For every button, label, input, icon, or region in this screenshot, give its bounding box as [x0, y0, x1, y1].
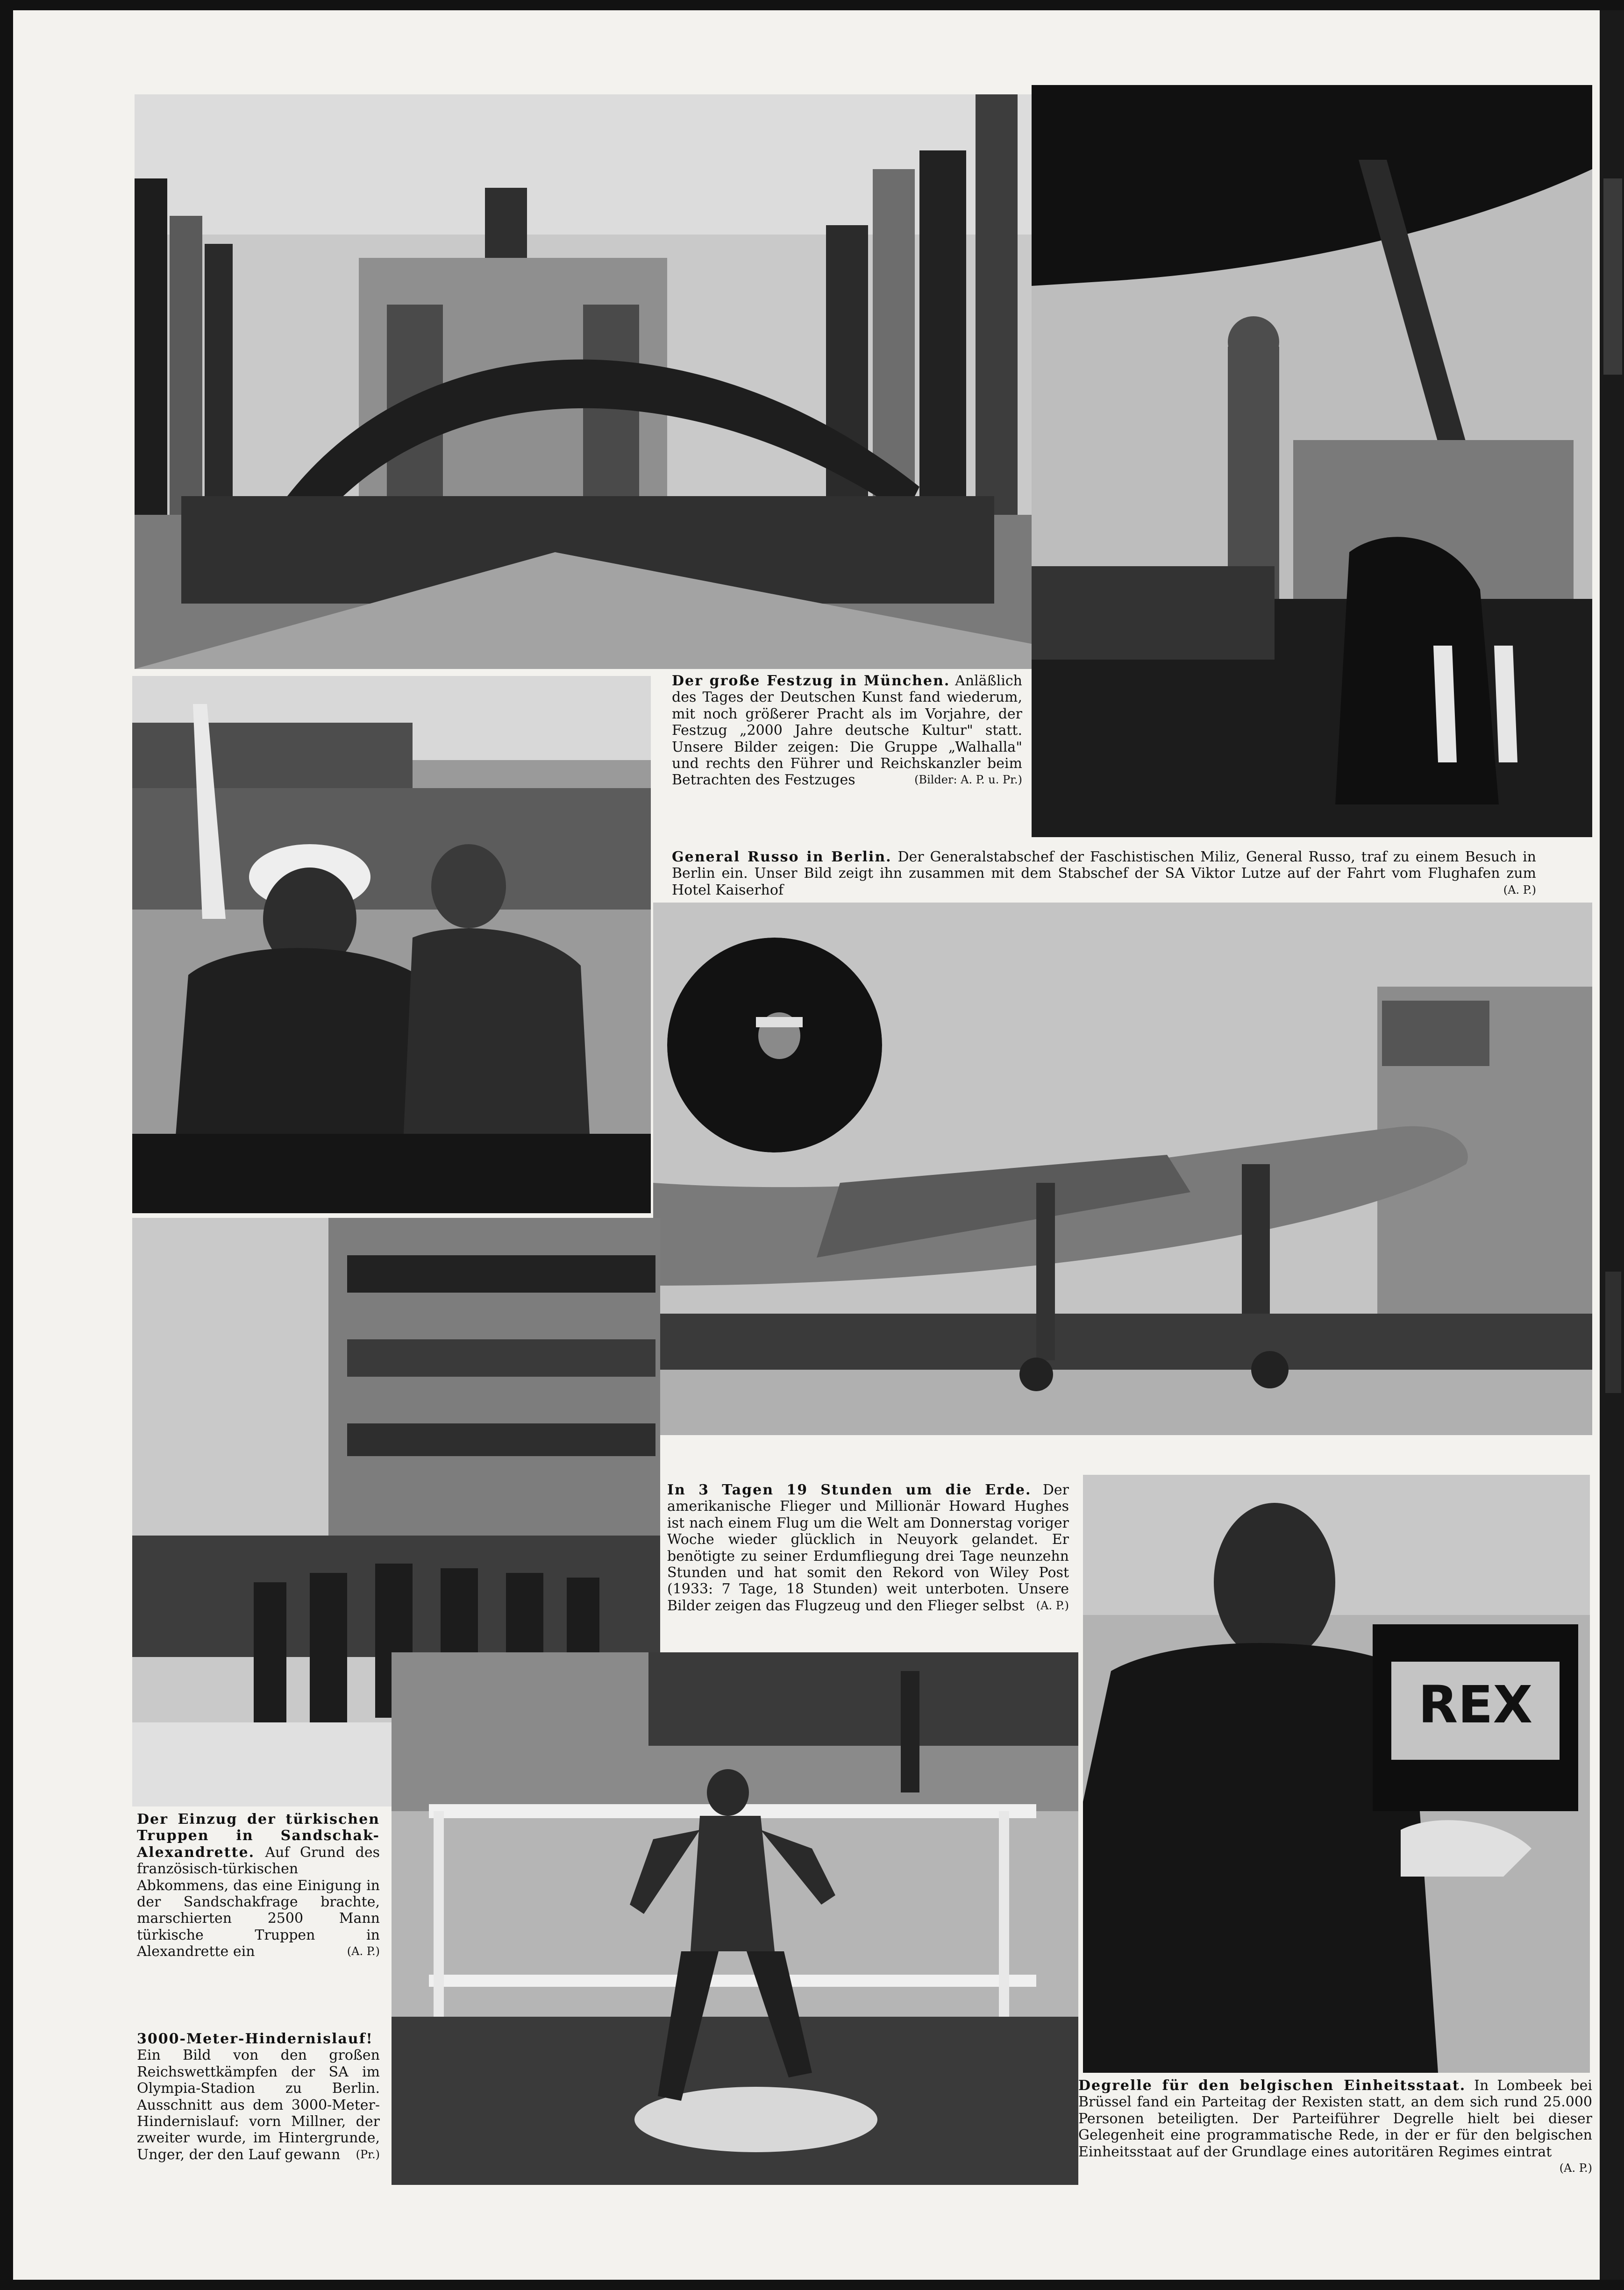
turkish-caption-body: Auf Grund des französisch-türkischen Abkommens, das eine Einigung in der Sandschakfrage brachte, marschierten 2500 Mann türkische Truppen in Alexandrette ein: [137, 1844, 380, 1960]
munich-caption-credit: (Bilder: A. P. u. Pr.): [914, 773, 1022, 787]
russo-caption-credit: (A. P.): [1503, 883, 1536, 896]
plane-inset-portrait: [667, 938, 882, 1152]
degrelle-caption-body: In Lombeek bei Brüssel fand ein Parteitag der Rexisten statt, an dem sich rund 25.000 Personen beteiligten. Der Parteiführer Degrelle hielt bei dieser Gelegenheit eine programmatische Rede, in der er für den belgischen Einheitsstaat auf der Grundlage eines autoritären Regimes eintrat: [1078, 2077, 1592, 2160]
hughes-caption: [667, 1482, 1069, 1614]
hughes-caption-body: Der amerikanische Flieger und Millionär Howard Hughes ist nach einem Flug um die Welt am Donnerstag voriger Woche wieder glücklich in Neuyork gelandet. Er benötigte zu seiner Erdumfliegung drei Tage neunzehn Stunden und hat somit den Rekord von Wiley Post (1933: 7 Tage, 18 Stunden) weit unterboten. Unsere Bilder zeigen das Flugzeug und den Flieger selbst: [667, 1482, 1069, 1614]
degrelle-caption-headline: Degrelle für den belgischen Einheitsstaat.: [1078, 2077, 1466, 2094]
hurdle-caption-headline: 3000-Meter-Hindernislauf!: [137, 2031, 373, 2047]
hughes-caption-headline: In 3 Tagen 19 Stunden um die Erde.: [667, 1482, 1032, 1498]
munich-caption-body: Anläßlich des Tages der Deutschen Kunst fand wiederum, mit noch größerer Pracht als im Vorjahre, der Festzug „2000 Jahre deutsche Kultur" statt. Unsere Bilder zeigen: Die Gruppe „Walhalla" und rechts den Führer und Reichskanzler beim Betrachten des Festzuges: [672, 673, 1022, 789]
fuehrer-reviewing-photo: [1032, 85, 1592, 837]
munich-caption-headline: Der große Festzug in München.: [672, 673, 950, 689]
russo-caption-body: Der Generalstabschef der Faschistischen Miliz, General Russo, traf zu einem Besuch in Berlin ein. Unser Bild zeigt ihn zusammen mit dem Stabschef der SA Viktor Lutze auf der Fahrt vom Flughafen zum Hotel Kaiserhof: [672, 849, 1536, 898]
hurdle-caption: [137, 2031, 380, 2163]
turkish-caption-credit: (A. P.): [347, 1945, 380, 1958]
turkish-caption-headline: Der Einzug der türkischen Truppen in Sandschak-Alexandrette.: [137, 1811, 380, 1861]
degrelle-speech-photo: [1083, 1475, 1590, 2073]
russo-caption-headline: General Russo in Berlin.: [672, 849, 892, 865]
hughes-caption-credit: (A. P.): [1036, 1599, 1069, 1612]
newspaper-page: [13, 10, 1600, 2280]
rex-banner-text: REX: [1418, 1675, 1533, 1735]
hurdle-caption-body: Ein Bild von den großen Reichswettkämpfen der SA im Olympia-Stadion zu Berlin. Ausschnitt aus dem 3000-Meter-Hindernislauf: vorn Millner, der zweiter wurde, im Hintergrunde, Unger, der den Lauf gewann: [137, 2047, 380, 2163]
degrelle-caption-credit: (A. P.): [1559, 2162, 1592, 2175]
hurdle-race-photo: [392, 1652, 1078, 2185]
russo-caption: [672, 849, 1536, 898]
degrelle-caption: [1078, 2077, 1592, 2176]
hurdle-caption-credit: (Pr.): [356, 2148, 380, 2161]
munich-caption: [672, 673, 1022, 789]
turkish-caption: [137, 1811, 380, 1960]
russo-car-photo: [132, 676, 651, 1213]
munich-parade-photo: [135, 94, 1041, 669]
adjacent-page-edge: [1600, 10, 1624, 2280]
